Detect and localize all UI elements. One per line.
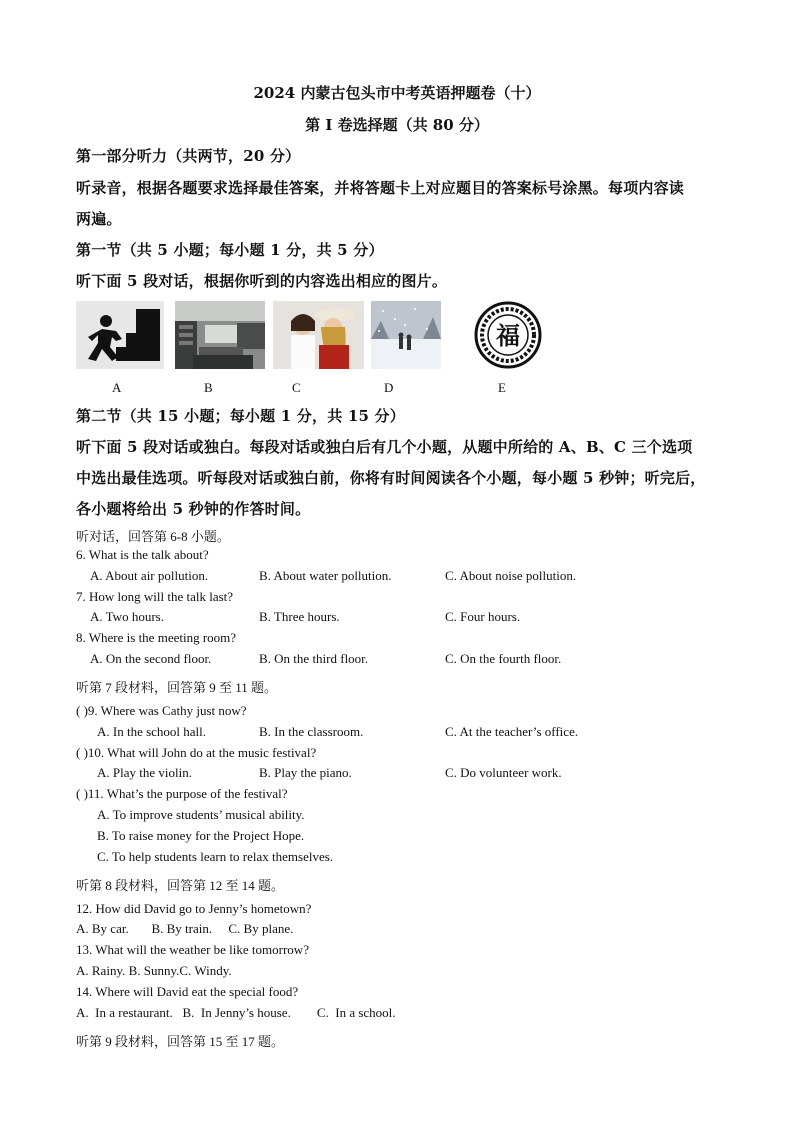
picture-e	[468, 301, 548, 369]
part1-heading: 第一部分听力（共两节，20 分）	[76, 147, 301, 165]
climbing-stairs-icon	[76, 301, 164, 369]
picture-a	[76, 301, 164, 369]
group1-intro: 听对话，回答第 6-8 小题。	[76, 529, 230, 544]
picture-b-label: B	[204, 380, 213, 395]
section2-heading: 第二节（共 15 小题；每小题 1 分，共 15 分）	[76, 407, 405, 425]
q11-option-a: A. To improve students’ musical ability.	[97, 807, 305, 822]
page-title: 2024 内蒙古包头市中考英语押题卷（十）	[253, 84, 541, 102]
q12-stem: 12. How did David go to Jenny’s hometown?	[76, 901, 312, 916]
picture-b	[175, 301, 265, 369]
q11-stem: ( )11. What’s the purpose of the festival?	[76, 786, 288, 801]
picture-a-label: A	[112, 380, 122, 395]
q6-option-a: A. About air pollution.	[90, 568, 209, 583]
group3-intro: 听第 8 段材料，回答第 12 至 14 题。	[76, 878, 285, 893]
q8-stem: 8. Where is the meeting room?	[76, 630, 237, 645]
q7-stem: 7. How long will the talk last?	[76, 589, 234, 604]
picture-d-label: D	[384, 380, 394, 395]
q7-option-a: A. Two hours.	[90, 609, 164, 624]
q13-options: A. Rainy. B. Sunny.C. Windy.	[76, 963, 232, 978]
group4-intro: 听第 9 段材料，回答第 15 至 17 题。	[76, 1034, 285, 1049]
section1-instruction: 听下面 5 段对话，根据你听到的内容选出相应的图片。	[76, 272, 448, 290]
q11-option-b: B. To raise money for the Project Hope.	[97, 828, 305, 843]
q7-option-b: B. Three hours.	[259, 609, 340, 624]
section2-instruction-end: 各小题将给出 5 秒钟的作答时间。	[76, 500, 311, 518]
q9-option-b: B. In the classroom.	[259, 724, 364, 739]
q6-option-b: B. About water pollution.	[259, 568, 392, 583]
section2-instruction-cont: 中选出最佳选项。听每段对话或独白前，你将有时间阅读各个小题，每小题 5 秒钟；听完后，	[76, 469, 706, 487]
women-photo	[273, 301, 364, 369]
picture-c-label: C	[292, 380, 301, 395]
q8-option-a: A. On the second floor.	[90, 651, 212, 666]
q10-option-c: C. Do volunteer work.	[445, 765, 562, 780]
q10-option-b: B. Play the piano.	[259, 765, 352, 780]
q14-options: A. In a restaurant. B. In Jenny’s house. C. In a school.	[76, 1005, 396, 1020]
q10-stem: ( )10. What will John do at the music festival?	[76, 745, 317, 760]
picture-d	[371, 301, 441, 369]
snow-scene-photo	[371, 301, 441, 369]
section1-heading: 第一节（共 5 小题；每小题 1 分，共 5 分）	[76, 241, 384, 259]
q8-option-c: C. On the fourth floor.	[445, 651, 562, 666]
q9-stem: ( )9. Where was Cathy just now?	[76, 703, 247, 718]
q10-option-a: A. Play the violin.	[97, 765, 192, 780]
picture-e-label: E	[498, 380, 506, 395]
fu-seal-icon	[468, 301, 548, 369]
group2-intro: 听第 7 段材料，回答第 9 至 11 题。	[76, 680, 278, 695]
q11-option-c: C. To help students learn to relax themselves.	[97, 849, 334, 864]
q12-options: A. By car. B. By train. C. By plane.	[76, 921, 294, 936]
q7-option-c: C. Four hours.	[445, 609, 521, 624]
svg-text:福: 福	[496, 322, 520, 350]
q6-option-c: C. About noise pollution.	[445, 568, 577, 583]
q14-stem: 14. Where will David eat the special food?	[76, 984, 299, 999]
q6-stem: 6. What is the talk about?	[76, 547, 209, 562]
picture-c	[273, 301, 364, 369]
part1-instruction: 听录音，根据各题要求选择最佳答案，并将答题卡上对应题目的答案标号涂黑。每项内容读	[76, 179, 685, 197]
q9-option-a: A. In the school hall.	[97, 724, 207, 739]
q8-option-b: B. On the third floor.	[259, 651, 369, 666]
page-subtitle: 第 I 卷选择题（共 80 分）	[305, 116, 489, 134]
library-photo	[175, 301, 265, 369]
section2-instruction: 听下面 5 段对话或独白。每段对话或独白后有几个小题，从题中所给的 A、B、C 三个选项	[76, 438, 693, 456]
part1-instruction-cont: 两遍。	[76, 210, 122, 228]
q13-stem: 13. What will the weather be like tomorrow?	[76, 942, 309, 957]
q9-option-c: C. At the teacher’s office.	[445, 724, 579, 739]
